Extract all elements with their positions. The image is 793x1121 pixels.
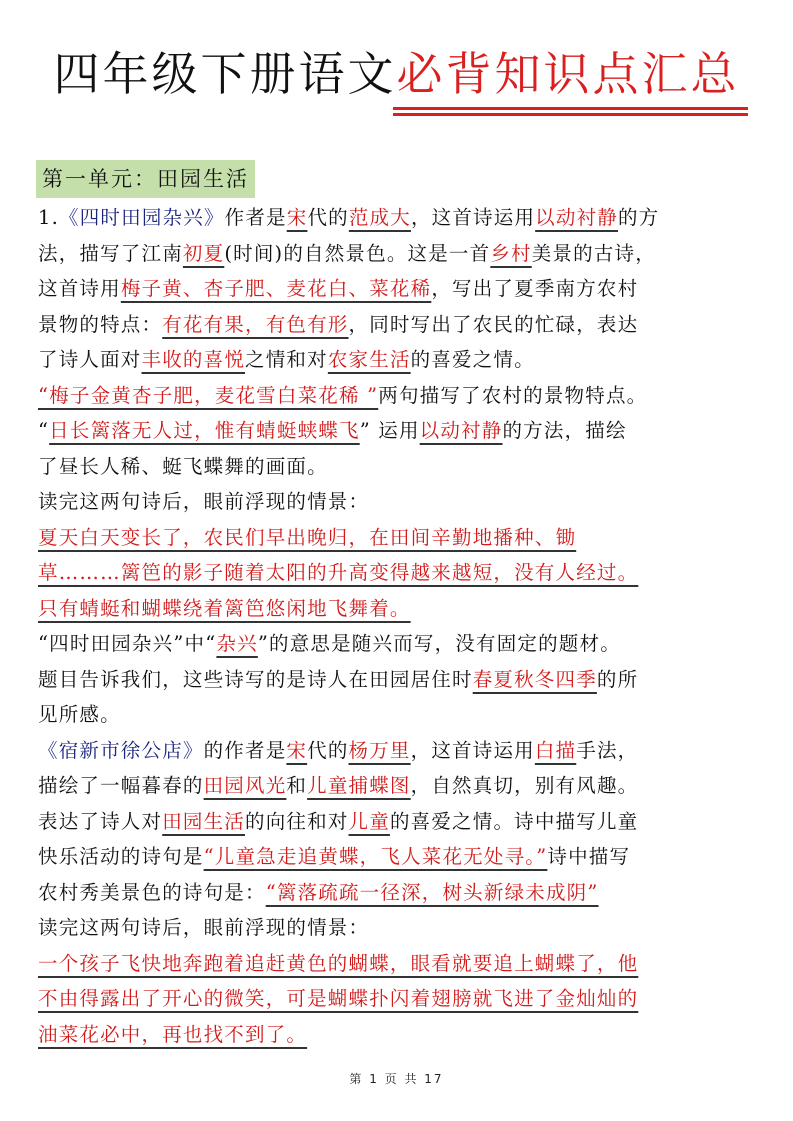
text: 了昼长人稀、蜓飞蝶舞的画面。: [38, 454, 328, 478]
text: 快乐活动的诗句是: [38, 845, 204, 868]
poem-quote: “梅子金黄杏子肥，麦花雪白菜花稀 ”: [38, 383, 379, 407]
key-term: 丰收的喜悦: [141, 348, 246, 371]
text: “四时田园杂兴”中“: [38, 632, 217, 655]
unit-heading: 第一单元：田园生活: [36, 160, 255, 198]
text-line: [38, 342, 762, 378]
text: 之情和对: [245, 348, 328, 371]
key-term: 范成大: [348, 206, 411, 229]
poem-quote: “篱落疏疏一径深，树头新绿未成阴”: [265, 880, 599, 904]
key-term: 杂兴: [216, 632, 258, 655]
text: 美景的古诗，: [531, 241, 656, 265]
poem-quote: 日长篱落无人过，惟有蜻蜓蛱蝶飞: [49, 419, 360, 442]
key-term: 宋: [286, 206, 308, 229]
key-term: 春夏秋冬四季: [472, 667, 597, 691]
key-term: 杨万里: [348, 738, 411, 762]
text-line: [38, 733, 762, 769]
text-line: [38, 946, 762, 982]
text: 的作者是: [203, 738, 287, 762]
scene-description: 一个孩子飞快地奔跑着追赶黄色的蝴蝶，眼看就要追上蝴蝶了，他: [38, 951, 639, 975]
text: 的所: [596, 667, 639, 691]
text: 代的: [307, 206, 349, 229]
text: 表达了诗人对: [38, 809, 163, 833]
text: ，自然真切，别有风趣。: [410, 774, 639, 797]
key-term: 儿童: [348, 809, 390, 833]
text: 和: [286, 774, 308, 797]
text: 诗中描写: [547, 845, 631, 868]
text-line: [38, 520, 762, 556]
text: 这首诗用: [38, 277, 121, 300]
text-line: [38, 626, 762, 662]
text: “: [38, 419, 50, 442]
key-term: 初夏: [182, 241, 225, 265]
text: ，这首诗运用: [410, 206, 536, 229]
text: 的喜爱之情。诗中描写儿童: [389, 809, 639, 833]
text-line: [38, 1017, 762, 1053]
key-term: 田园生活: [162, 809, 246, 833]
page-number: 第 1 页 共 17: [349, 1072, 444, 1086]
text: ，这首诗运用: [410, 738, 535, 762]
text-line: [38, 307, 762, 343]
key-term: 田园风光: [203, 774, 287, 797]
text: 了诗人面对: [38, 348, 142, 371]
text: 描绘了一幅暮春的: [38, 774, 204, 797]
text-line: [38, 555, 762, 591]
text-line: [38, 413, 762, 449]
text: 的方: [617, 206, 660, 229]
text-line: [38, 981, 762, 1017]
text-line: [38, 236, 762, 272]
text: 手法，: [576, 738, 639, 762]
text-line: [38, 697, 762, 733]
text-line: [38, 875, 762, 911]
poem-title: 《四时田园杂兴》: [59, 206, 225, 229]
text-line: [38, 378, 762, 414]
text: (时间)的自然景色。这是一首: [224, 241, 491, 265]
text: 的方法，描绘: [502, 419, 627, 442]
text: 见所感。: [38, 703, 121, 726]
text-line: [38, 484, 762, 520]
text-line: [38, 591, 762, 627]
key-term: 梅子黄、杏子肥、麦花白、菜花稀: [120, 277, 432, 300]
text-line: [38, 839, 762, 875]
scene-description: 夏天白天变长了，农民们早出晚归，在田间辛勤地播种、锄: [38, 525, 577, 549]
text: 的向往和对: [245, 809, 349, 833]
key-term: 宋: [286, 738, 308, 762]
scene-description: 油菜花必中，再也找不到了。: [38, 1022, 308, 1046]
scene-description: 不由得露出了开心的微笑，可是蝴蝶扑闪着翅膀就飞进了金灿灿的: [38, 987, 639, 1010]
text: 读完这两句诗后，眼前浮现的情景：: [38, 490, 370, 513]
key-term: 儿童捕蝶图: [307, 774, 411, 797]
key-term: 以动衬静: [535, 206, 618, 229]
key-term: 有花有果，有色有形: [162, 312, 349, 336]
document-title: [0, 44, 793, 104]
text: 代的: [307, 738, 349, 762]
text: ” 运用: [359, 419, 420, 442]
text: 两句描写了农村的景物特点。: [378, 383, 648, 407]
key-term: 乡村: [490, 241, 532, 265]
text: 题目告诉我们，这些诗写的是诗人在田园居住时: [38, 667, 473, 691]
text: 作者是: [224, 206, 287, 229]
text-line: [38, 768, 762, 804]
text-line: [38, 910, 762, 946]
text: 的喜爱之情。: [410, 348, 535, 371]
text: 农村秀美景色的诗句是：: [38, 880, 266, 904]
text-line: [38, 449, 762, 485]
title-red-part: 必背知识点汇总: [397, 44, 740, 104]
text-line: [38, 200, 762, 236]
text: ，写出了夏季南方农村: [431, 277, 639, 300]
key-term: 以动衬静: [419, 419, 503, 442]
key-term: 农家生活: [327, 348, 411, 371]
title-black-part: 四年级下册语文: [53, 47, 397, 101]
item-number: 1.: [38, 206, 60, 229]
text: 法，描写了江南: [38, 241, 183, 265]
text-line: [38, 804, 762, 840]
text-line: [38, 271, 762, 307]
text: 读完这两句诗后，眼前浮现的情景：: [38, 916, 370, 939]
text: 景物的特点：: [38, 312, 163, 336]
text-line: [38, 662, 762, 698]
scene-description: 只有蜻蜓和蝴蝶绕着篱笆悠闲地飞舞着。: [38, 596, 411, 620]
document-body: [38, 200, 762, 1052]
key-term: 白描: [534, 738, 577, 762]
text: ，同时写出了农民的忙碌，表达: [348, 312, 639, 336]
poem-title: 《宿新市徐公店》: [38, 738, 204, 762]
text: ”的意思是随兴而写，没有固定的题材。: [257, 632, 621, 655]
poem-quote: “儿童急走追黄蝶，飞人菜花无处寻。”: [203, 845, 548, 868]
scene-description: 草………篱笆的影子随着太阳的升高变得越来越短，没有人经过。: [38, 561, 639, 584]
